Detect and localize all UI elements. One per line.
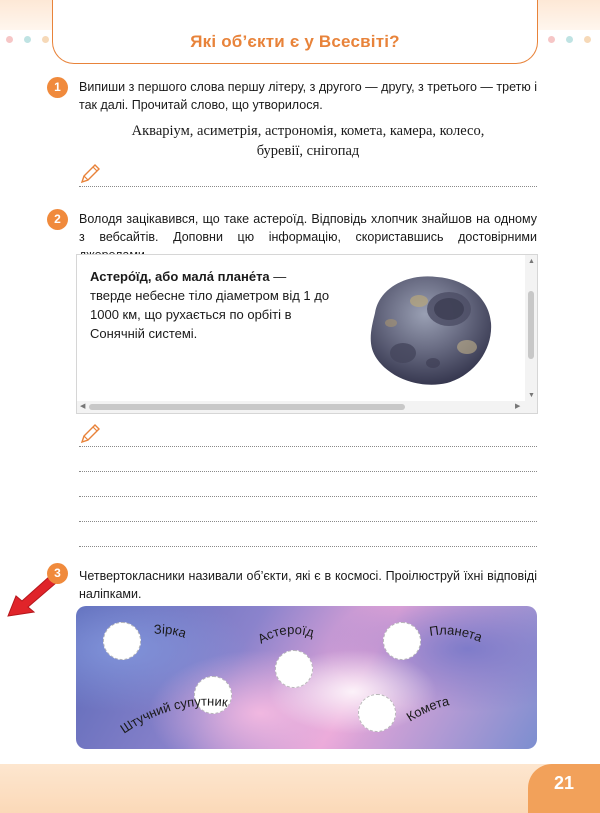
task-2-text: Володя зацікавився, що таке астероїд. Відповідь хлопчик знайшов на одному з вебсайтів. Доповни цю інформацію, скориставшись достовірними xyxy=(79,212,537,244)
label-asteroid-text: Астероїд xyxy=(254,621,316,647)
horizontal-scroll-thumb[interactable] xyxy=(89,404,405,410)
task-1-text: Випиши з першого слова першу літеру, з другого — другу, з третього — третю і так далі. Прочитай слово, що утворилося. xyxy=(79,80,537,112)
scroll-down-icon[interactable]: ▼ xyxy=(528,392,535,399)
asteroid-info-text xyxy=(90,267,330,343)
pencil-icon xyxy=(79,163,101,185)
label-planet xyxy=(428,622,485,645)
asteroid-definition: — тверде небесне тіло діаметром від 1 до 1000 км, що рухається по орбіті в Сонячній системі. xyxy=(90,269,330,341)
page-title: Які об’єкти є у Всесвіті? xyxy=(190,32,400,51)
pencil-icon xyxy=(79,423,101,445)
page-number: 21 xyxy=(528,764,600,813)
label-satellite-text: Штучний супутник xyxy=(117,693,229,737)
label-star xyxy=(154,622,189,641)
answer-line[interactable] xyxy=(79,521,537,522)
label-star-text: Зірка xyxy=(153,621,189,641)
vertical-scroll-thumb[interactable] xyxy=(528,291,534,359)
vertical-scrollbar[interactable] xyxy=(525,255,537,403)
task-1-words-line-1: Акваріум, асиметрія, астрономія, комета, камера, колесо, xyxy=(131,123,485,139)
scroll-left-icon[interactable]: ◀ xyxy=(80,403,86,410)
label-satellite xyxy=(117,693,228,736)
space-sticker-panel xyxy=(76,606,537,749)
bottom-band xyxy=(0,764,600,813)
horizontal-scrollbar[interactable] xyxy=(77,401,537,413)
scroll-right-icon[interactable]: ▶ xyxy=(515,403,521,410)
space-labels xyxy=(76,606,537,749)
label-comet-text: Комета xyxy=(403,693,451,725)
title-box xyxy=(52,0,538,64)
asteroid-term: Астеро́їд, або мала́ плане́та xyxy=(90,269,270,284)
answer-line[interactable] xyxy=(79,471,537,472)
website-window xyxy=(76,254,538,414)
task-3-number: 3 xyxy=(47,563,68,584)
task-1-words xyxy=(79,121,537,161)
scroll-up-icon[interactable]: ▲ xyxy=(528,258,535,265)
task-1-number: 1 xyxy=(47,77,68,98)
task-2-number: 2 xyxy=(47,209,68,230)
label-asteroid xyxy=(255,622,316,647)
asteroid-image xyxy=(357,267,497,389)
task-3-text: Четвертокласники називали об’єкти, які є в космосі. Проілюструй їхні відповіді наліпками. xyxy=(79,569,537,601)
task-1-words-line-2: буревії, снігопад xyxy=(256,143,360,159)
label-comet xyxy=(404,693,452,724)
answer-line[interactable] xyxy=(79,446,537,447)
answer-line[interactable] xyxy=(79,186,537,187)
answer-line[interactable] xyxy=(79,496,537,497)
label-planet-text: Планета xyxy=(428,622,485,645)
answer-line[interactable] xyxy=(79,546,537,547)
